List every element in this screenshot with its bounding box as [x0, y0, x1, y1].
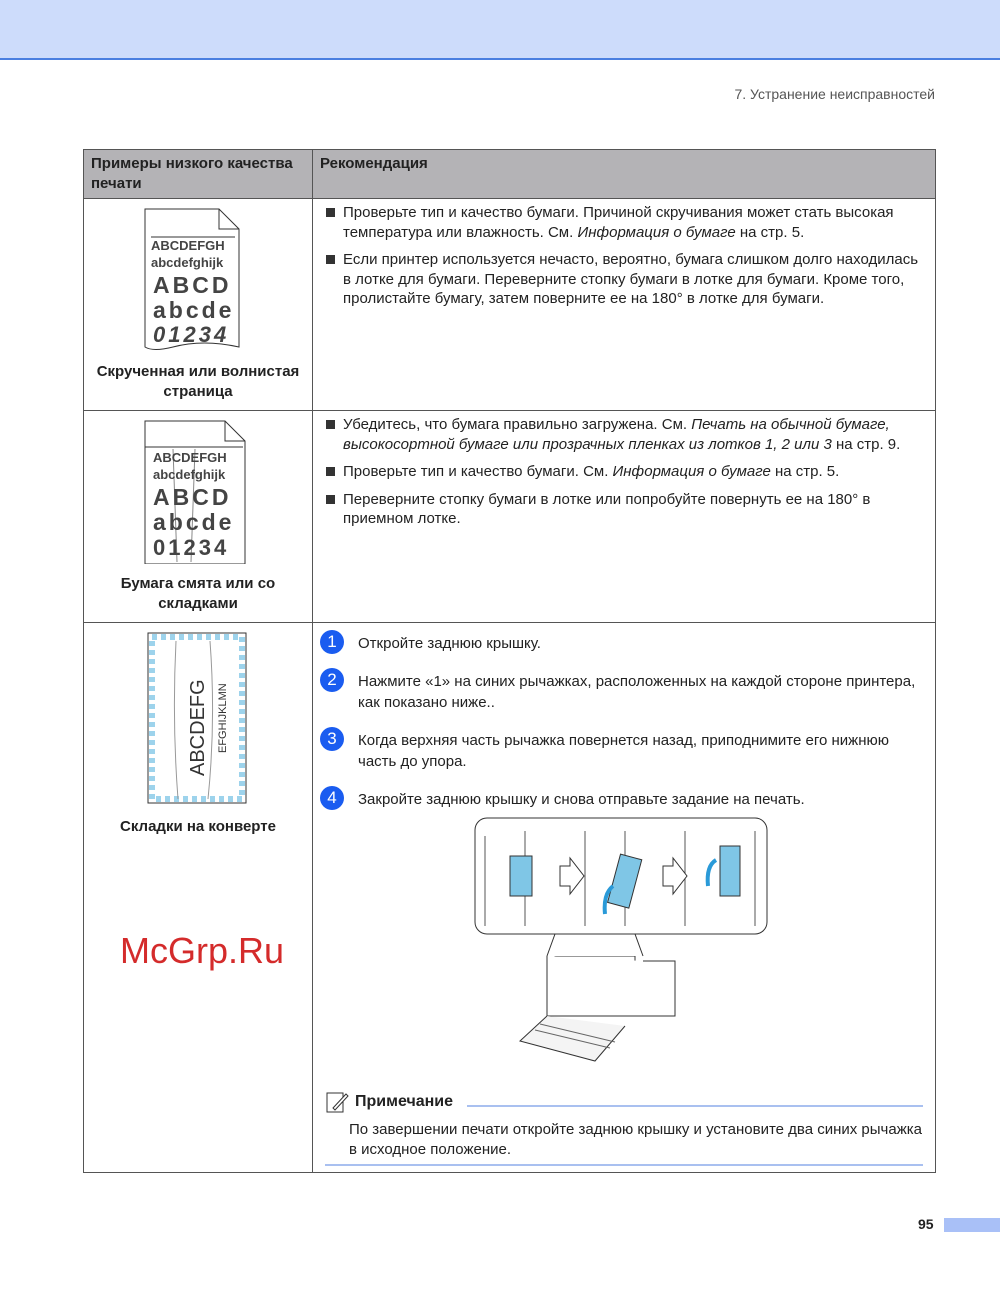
step-number-badge: 4 [320, 786, 344, 810]
svg-text:abcde: abcde [153, 297, 235, 323]
page-number-bar [944, 1218, 1000, 1232]
step-item: 3 Когда верхняя часть рычажка повернется назад, приподнимите его нижнюю часть до упора. [325, 730, 925, 772]
issue-caption: Складки на конверте [120, 818, 276, 835]
svg-text:ABCDEFGH: ABCDEFGH [153, 450, 227, 465]
note-text: По завершении печати откройте заднюю крышку и установите два синих рычажка в исходное положение. [325, 1114, 923, 1166]
note-divider [467, 1105, 923, 1107]
watermark: McGrp.Ru [120, 930, 285, 971]
step-number-badge: 1 [320, 630, 344, 654]
chapter-title: 7. Устранение неисправностей [734, 86, 935, 102]
issue-caption: Бумага смята или со складками [120, 575, 276, 612]
bullet-item: Переверните стопку бумаги в лотке или попробуйте повернуть ее на 180° в приемном лотке. [325, 490, 925, 529]
table-row [84, 411, 936, 623]
bullet-item: Проверьте тип и качество бумаги. Причиной скручивания может стать высокая температура или влажность. См. Информация о бумаге на стр. 5. [325, 203, 925, 242]
step-item: 4 Закройте заднюю крышку и снова отправьте задание на печать. [325, 789, 925, 810]
svg-text:ABCD: ABCD [153, 272, 232, 298]
svg-text:01234: 01234 [153, 535, 230, 560]
page-number: 95 [918, 1216, 934, 1232]
svg-text:ABCDEFG: ABCDEFG [187, 679, 209, 776]
table-row [84, 623, 936, 1173]
svg-text:abcde: abcde [153, 509, 235, 535]
envelope-illustration [146, 631, 250, 807]
col-header-recommendation: Рекомендация [313, 150, 936, 199]
svg-text:EFGHIJKLMN: EFGHIJKLMN [217, 683, 229, 753]
note-pencil-icon [325, 1090, 349, 1114]
curled-page-illustration [143, 207, 253, 352]
svg-text:ABCDEFGH: ABCDEFGH [151, 238, 225, 253]
top-band [0, 0, 1000, 60]
note-title: Примечание [355, 1093, 454, 1110]
step-number-badge: 2 [320, 668, 344, 692]
col-header-examples: Примеры низкого качества печати [84, 150, 313, 199]
svg-text:ABCD: ABCD [153, 484, 232, 510]
svg-text:abcdefghijk: abcdefghijk [153, 467, 226, 482]
step-item: 2 Нажмите «1» на синих рычажках, расположенных на каждой стороне принтера, как показано ниже.. [325, 671, 925, 713]
bullet-item: Убедитесь, что бумага правильно загружена. См. Печать на обычной бумаге, высокосортной бумаге или прозрачных пленках из лотков 1, 2 или 3 на стр. 9. [325, 415, 925, 454]
creased-page-illustration [143, 419, 253, 564]
note-box [325, 1090, 923, 1166]
printer-lever-illustration [325, 816, 925, 1076]
bullet-item: Проверьте тип и качество бумаги. См. Информация о бумаге на стр. 5. [325, 462, 925, 482]
step-item: 1 Откройте заднюю крышку. [325, 633, 925, 654]
issue-caption: Скрученная или волнистая страница [96, 363, 300, 400]
bullet-item: Если принтер используется нечасто, вероятно, бумага слишком долго находилась в лотке для бумаги. Переверните стопку бумаги в лотке для бумаги. Кроме того, пролистайте бумагу, затем поверните ее на 180° в лотке для бумаги. [325, 250, 925, 309]
troubleshooting-table [83, 149, 936, 1173]
svg-text:01234: 01234 [153, 322, 230, 347]
table-row [84, 199, 936, 411]
step-number-badge: 3 [320, 727, 344, 751]
svg-text:abcdefghijk: abcdefghijk [151, 255, 224, 270]
